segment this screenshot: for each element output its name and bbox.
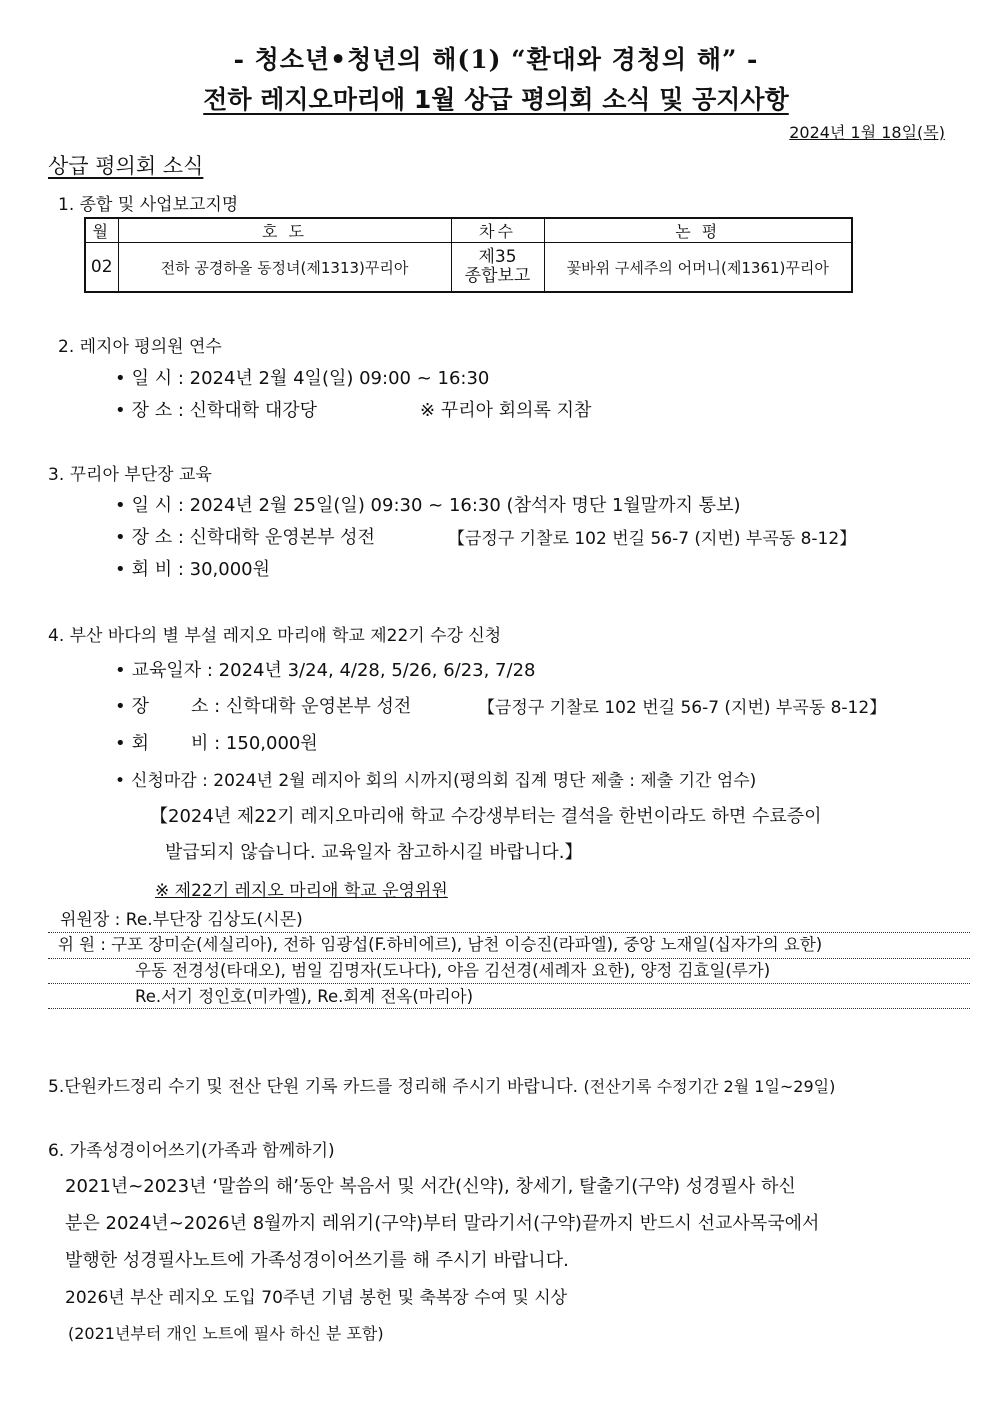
item6-line5: (2021년부터 개인 노트에 필사 하신 분 포함) [68,1324,384,1343]
item2-place [115,396,317,422]
item4-edu-date-text: 교육일자 : 2024년 3/24, 4/28, 5/26, 6/23, 7/28 [131,660,536,681]
col-header-host: 호 도 [118,218,451,243]
item6-line2: 분은 2024년~2026년 8월까지 레위기(구약)부터 말라기서(구약)끝까지 반드시 선교사목국에서 [65,1213,820,1234]
item3-heading: 3. 꾸리아 부단장 교육 [48,465,212,485]
table-header-row [85,218,852,243]
item4-fee-label: 회 [131,733,150,754]
committee-chair: 위원장 : Re.부단장 김상도(시몬) [60,910,303,930]
page-title-text: 전하 레지오마리애 1월 상급 평의회 소식 및 공지사항 [203,85,789,114]
item2-date [115,364,489,390]
cell-month: 02 [85,243,118,293]
col-header-commentary: 논 평 [544,218,852,243]
item4-deadline-text: 신청마감 : 2024년 2월 레지아 회의 시까지(평의회 집계 명단 제출 : 제출 기간 엄수) [131,771,757,791]
item2-date-text: 일 시 : 2024년 2월 4일(일) 09:00 ~ 16:30 [131,368,490,389]
item4-address: 【금정구 기찰로 102 번길 56-7 (지번) 부곡동 8-12】 [478,698,887,718]
cell-round-line2: 종합보고 [464,266,531,286]
cell-host: 전하 공경하올 동정녀(제1313)꾸리아 [118,243,451,293]
divider [48,982,970,1009]
item3-date-text: 일 시 : 2024년 2월 25일(일) 09:30 ~ 16:30 (참석자 명단 1월말까지 통보) [131,495,741,516]
item2-note: ※ 꾸리아 회의록 지참 [420,400,592,421]
section-heading: 상급 평의회 소식 [48,154,204,178]
item2-place-text: 장 소 : 신학대학 대강당 [131,400,318,421]
document-date: 2024년 1월 18일(목) [789,123,945,142]
item6-line3: 발행한 성경필사노트에 가족성경이어쓰기를 해 주시기 바랍니다. [65,1250,569,1271]
item3-place-text: 장 소 : 신학대학 운영본부 성전 [131,527,375,548]
item3-place [115,523,375,549]
item2-heading: 2. 레지아 평의원 연수 [58,337,222,357]
item4-edu-date [115,656,535,682]
committee-members-line2: 우동 전경성(타대오), 범일 김명자(도나다), 야음 김선경(세례자 요한), 양정 김효일(루가) [135,961,771,980]
item4-fee [115,729,318,755]
divider [48,932,970,959]
item3-fee-text: 회 비 : 30,000원 [131,559,271,580]
item5-note: (전산기록 수정기간 2월 1일~29일) [583,1077,836,1096]
divider [48,906,970,933]
item4-place-text: 소 : 신학대학 운영본부 성전 [191,696,412,717]
item4-place [115,692,411,718]
committee-members-line3: Re.서기 정인호(미카엘), Re.회계 전옥(마리아) [135,987,474,1006]
item4-notice-line2: 발급되지 않습니다. 교육일자 참고하시길 바랍니다.】 [165,842,583,863]
col-header-month: 월 [85,218,118,243]
item6-heading: 6. 가족성경이어쓰기(가족과 함께하기) [48,1141,335,1161]
item3-address: 【금정구 기찰로 102 번길 56-7 (지번) 부곡동 8-12】 [448,529,857,549]
banner-title: - 청소년•청년의 해(1) “환대와 경청의 해” - [233,45,759,74]
page-title [0,80,992,116]
item3-date [115,491,740,517]
cell-round [451,243,544,293]
item4-notice-line1: 【2024년 제22기 레지오마리애 학교 수강생부터는 결석을 한번이라도 하면 수료증이 [150,806,822,827]
report-table [84,217,853,293]
item3-fee [115,555,270,581]
item4-place-label: 장 [131,696,150,717]
col-header-round: 차수 [451,218,544,243]
item6-line4: 2026년 부산 레지오 도입 70주년 기념 봉헌 및 축복장 수여 및 시상 [65,1288,568,1308]
cell-commentary: 꽃바위 구세주의 어머니(제1361)꾸리아 [544,243,852,293]
committee-members-line1: 위 원 : 구포 장미순(세실리아), 전하 임광섭(F.하비에르), 남천 이승진(라파엘), 중앙 노재일(십자가의 요한) [58,935,823,954]
item6-line1: 2021년~2023년 ‘말씀의 해’동안 복음서 및 서간(신약), 창세기, 탈출기(구약) 성경필사 하신 [65,1176,796,1197]
item5-line [48,1072,835,1097]
cell-round-line1: 제35 [478,247,517,267]
divider [48,957,970,984]
item4-fee-text: 비 : 150,000원 [191,733,318,754]
item4-deadline [115,766,756,791]
table-row [85,243,852,293]
item1-heading: 1. 종합 및 사업보고지명 [58,195,239,215]
committee-title: ※ 제22기 레지오 마리애 학교 운영위원 [155,881,448,901]
item4-heading: 4. 부산 바다의 별 부설 레지오 마리애 학교 제22기 수강 신청 [48,626,502,646]
item5-heading: 5.단원카드정리 수기 및 전산 단원 기록 카드를 정리해 주시기 바랍니다. [48,1077,579,1097]
